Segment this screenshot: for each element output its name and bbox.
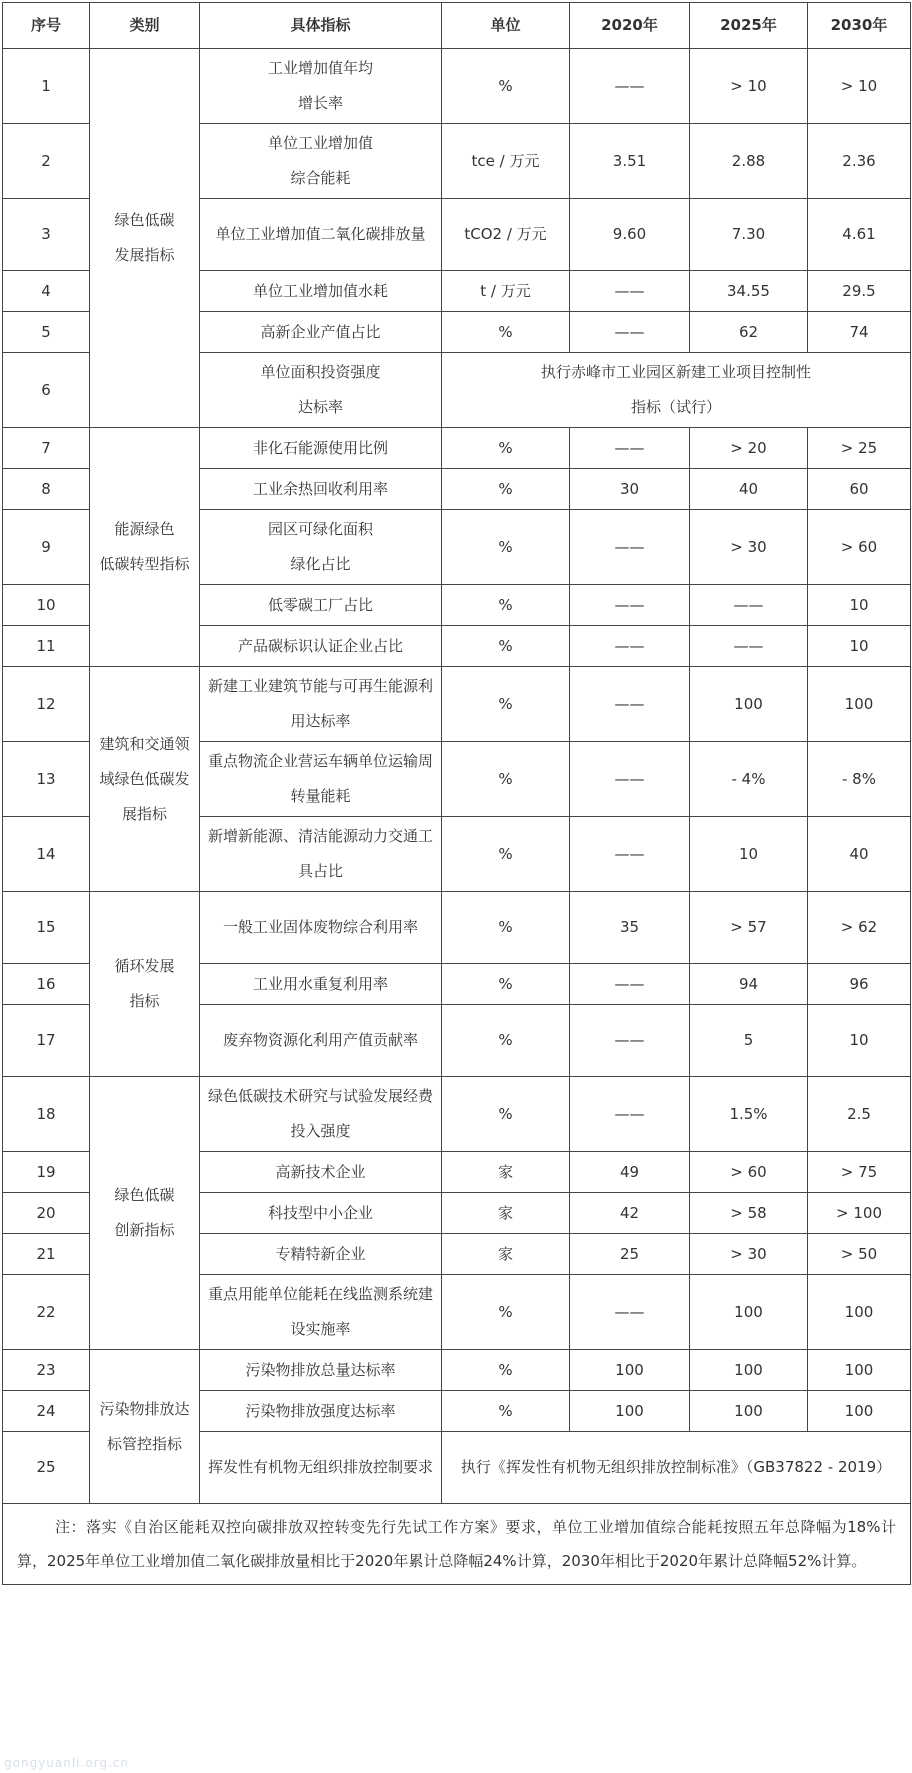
- header-unit: 单位: [442, 3, 570, 49]
- value-2030-cell: > 75: [808, 1152, 911, 1193]
- indicator-cell: 单位工业增加值 综合能耗: [200, 124, 442, 199]
- row-number: 20: [3, 1193, 90, 1234]
- unit-cell: 家: [442, 1152, 570, 1193]
- value-2030-cell: 2.36: [808, 124, 911, 199]
- value-2025-cell: 100: [690, 667, 808, 742]
- value-2020-cell: ——: [570, 667, 690, 742]
- indicator-cell: 园区可绿化面积 绿化占比: [200, 510, 442, 585]
- value-2025-cell: 100: [690, 1350, 808, 1391]
- row-number: 22: [3, 1275, 90, 1350]
- value-2025-cell: - 4%: [690, 742, 808, 817]
- row-number: 16: [3, 964, 90, 1005]
- value-2025-cell: 2.88: [690, 124, 808, 199]
- indicator-cell: 新建工业建筑节能与可再生能源利用达标率: [200, 667, 442, 742]
- indicator-cell: 非化石能源使用比例: [200, 428, 442, 469]
- unit-cell: %: [442, 312, 570, 353]
- unit-cell: %: [442, 1005, 570, 1077]
- value-2030-cell: 74: [808, 312, 911, 353]
- value-2030-cell: > 50: [808, 1234, 911, 1275]
- value-2025-cell: ——: [690, 585, 808, 626]
- indicator-cell: 挥发性有机物无组织排放控制要求: [200, 1432, 442, 1504]
- row-number: 18: [3, 1077, 90, 1152]
- value-2020-cell: ——: [570, 817, 690, 892]
- value-2020-cell: ——: [570, 428, 690, 469]
- value-2030-cell: 10: [808, 626, 911, 667]
- value-2020-cell: ——: [570, 271, 690, 312]
- row-number: 11: [3, 626, 90, 667]
- value-2030-cell: 29.5: [808, 271, 911, 312]
- category-cell: 建筑和交通领域绿色低碳发展指标: [90, 667, 200, 892]
- unit-cell: 家: [442, 1193, 570, 1234]
- category-cell: 绿色低碳 创新指标: [90, 1077, 200, 1350]
- value-2025-cell: > 58: [690, 1193, 808, 1234]
- value-2025-cell: 40: [690, 469, 808, 510]
- value-2020-cell: ——: [570, 510, 690, 585]
- unit-cell: tce / 万元: [442, 124, 570, 199]
- indicator-cell: 高新技术企业: [200, 1152, 442, 1193]
- indicator-cell: 一般工业固体废物综合利用率: [200, 892, 442, 964]
- indicator-cell: 污染物排放强度达标率: [200, 1391, 442, 1432]
- value-2030-cell: 4.61: [808, 199, 911, 271]
- indicator-cell: 产品碳标识认证企业占比: [200, 626, 442, 667]
- unit-cell: %: [442, 469, 570, 510]
- unit-cell: %: [442, 1350, 570, 1391]
- table-row: [3, 892, 911, 964]
- value-2025-cell: 94: [690, 964, 808, 1005]
- value-2030-cell: > 100: [808, 1193, 911, 1234]
- row-number: 8: [3, 469, 90, 510]
- unit-cell: %: [442, 817, 570, 892]
- category-cell: 循环发展 指标: [90, 892, 200, 1077]
- indicator-cell: 工业增加值年均 增长率: [200, 49, 442, 124]
- indicator-cell: 专精特新企业: [200, 1234, 442, 1275]
- row-number: 23: [3, 1350, 90, 1391]
- merged-requirement-cell: 执行《挥发性有机物无组织排放控制标准》（GB37822 - 2019）: [442, 1432, 911, 1504]
- row-number: 12: [3, 667, 90, 742]
- unit-cell: %: [442, 428, 570, 469]
- value-2025-cell: 10: [690, 817, 808, 892]
- unit-cell: %: [442, 1077, 570, 1152]
- value-2030-cell: - 8%: [808, 742, 911, 817]
- indicator-cell: 高新企业产值占比: [200, 312, 442, 353]
- indicator-cell: 重点用能单位能耗在线监测系统建设实施率: [200, 1275, 442, 1350]
- value-2030-cell: > 60: [808, 510, 911, 585]
- value-2025-cell: 100: [690, 1391, 808, 1432]
- indicator-cell: 重点物流企业营运车辆单位运输周转量能耗: [200, 742, 442, 817]
- value-2020-cell: 25: [570, 1234, 690, 1275]
- value-2030-cell: > 62: [808, 892, 911, 964]
- indicator-cell: 新增新能源、清洁能源动力交通工具占比: [200, 817, 442, 892]
- table-row: [3, 49, 911, 124]
- header-no: 序号: [3, 3, 90, 49]
- unit-cell: %: [442, 510, 570, 585]
- row-number: 13: [3, 742, 90, 817]
- value-2020-cell: 9.60: [570, 199, 690, 271]
- value-2020-cell: 30: [570, 469, 690, 510]
- value-2025-cell: 5: [690, 1005, 808, 1077]
- row-number: 5: [3, 312, 90, 353]
- unit-cell: %: [442, 49, 570, 124]
- indicator-cell: 单位工业增加值水耗: [200, 271, 442, 312]
- row-number: 14: [3, 817, 90, 892]
- value-2020-cell: ——: [570, 49, 690, 124]
- merged-requirement-cell: 执行赤峰市工业园区新建工业项目控制性 指标（试行）: [442, 353, 911, 428]
- category-cell: 绿色低碳 发展指标: [90, 49, 200, 428]
- value-2020-cell: ——: [570, 626, 690, 667]
- unit-cell: %: [442, 742, 570, 817]
- indicator-cell: 低零碳工厂占比: [200, 585, 442, 626]
- indicator-table: [2, 2, 911, 1585]
- value-2030-cell: 100: [808, 1275, 911, 1350]
- unit-cell: tCO2 / 万元: [442, 199, 570, 271]
- indicator-cell: 工业用水重复利用率: [200, 964, 442, 1005]
- value-2020-cell: 100: [570, 1350, 690, 1391]
- unit-cell: %: [442, 626, 570, 667]
- unit-cell: %: [442, 892, 570, 964]
- row-number: 15: [3, 892, 90, 964]
- unit-cell: t / 万元: [442, 271, 570, 312]
- value-2020-cell: ——: [570, 585, 690, 626]
- value-2020-cell: ——: [570, 312, 690, 353]
- value-2020-cell: ——: [570, 1275, 690, 1350]
- value-2025-cell: > 30: [690, 510, 808, 585]
- value-2025-cell: ——: [690, 626, 808, 667]
- header-2025: 2025年: [690, 3, 808, 49]
- header-indicator: 具体指标: [200, 3, 442, 49]
- row-number: 19: [3, 1152, 90, 1193]
- indicator-cell: 工业余热回收利用率: [200, 469, 442, 510]
- indicator-cell: 废弃物资源化利用产值贡献率: [200, 1005, 442, 1077]
- value-2025-cell: > 10: [690, 49, 808, 124]
- row-number: 3: [3, 199, 90, 271]
- unit-cell: %: [442, 1391, 570, 1432]
- indicator-cell: 单位工业增加值二氧化碳排放量: [200, 199, 442, 271]
- row-number: 7: [3, 428, 90, 469]
- value-2030-cell: > 25: [808, 428, 911, 469]
- unit-cell: %: [442, 1275, 570, 1350]
- indicator-cell: 科技型中小企业: [200, 1193, 442, 1234]
- table-row: [3, 1350, 911, 1391]
- unit-cell: 家: [442, 1234, 570, 1275]
- category-cell: 能源绿色 低碳转型指标: [90, 428, 200, 667]
- table-note: 注：落实《自治区能耗双控向碳排放双控转变先行先试工作方案》要求，单位工业增加值综合能耗按照五年总降幅为18%计算，2025年单位工业增加值二氧化碳排放量相比于2020年累计总降幅24%计算，2030年相比于2020年累计总降幅52%计算。: [17, 1518, 896, 1570]
- row-number: 4: [3, 271, 90, 312]
- row-number: 9: [3, 510, 90, 585]
- value-2020-cell: ——: [570, 742, 690, 817]
- row-number: 2: [3, 124, 90, 199]
- header-row: [3, 3, 911, 49]
- header-2020: 2020年: [570, 3, 690, 49]
- value-2030-cell: 10: [808, 1005, 911, 1077]
- value-2025-cell: 100: [690, 1275, 808, 1350]
- value-2030-cell: 2.5: [808, 1077, 911, 1152]
- row-number: 17: [3, 1005, 90, 1077]
- value-2020-cell: 42: [570, 1193, 690, 1234]
- value-2030-cell: > 10: [808, 49, 911, 124]
- watermark: gongyuanli.org.cn: [4, 1756, 130, 1770]
- indicator-cell: 污染物排放总量达标率: [200, 1350, 442, 1391]
- value-2030-cell: 100: [808, 667, 911, 742]
- value-2030-cell: 10: [808, 585, 911, 626]
- value-2020-cell: 100: [570, 1391, 690, 1432]
- note-row: [3, 1504, 911, 1585]
- value-2025-cell: 62: [690, 312, 808, 353]
- unit-cell: %: [442, 964, 570, 1005]
- value-2030-cell: 40: [808, 817, 911, 892]
- value-2020-cell: ——: [570, 964, 690, 1005]
- indicator-cell: 绿色低碳技术研究与试验发展经费投入强度: [200, 1077, 442, 1152]
- unit-cell: %: [442, 667, 570, 742]
- unit-cell: %: [442, 585, 570, 626]
- value-2030-cell: 96: [808, 964, 911, 1005]
- header-2030: 2030年: [808, 3, 911, 49]
- value-2025-cell: > 20: [690, 428, 808, 469]
- value-2025-cell: 7.30: [690, 199, 808, 271]
- category-cell: 污染物排放达标管控指标: [90, 1350, 200, 1504]
- table-row: [3, 428, 911, 469]
- value-2020-cell: ——: [570, 1077, 690, 1152]
- value-2025-cell: > 57: [690, 892, 808, 964]
- row-number: 1: [3, 49, 90, 124]
- value-2020-cell: 49: [570, 1152, 690, 1193]
- row-number: 24: [3, 1391, 90, 1432]
- value-2030-cell: 100: [808, 1391, 911, 1432]
- value-2020-cell: 3.51: [570, 124, 690, 199]
- row-number: 25: [3, 1432, 90, 1504]
- value-2020-cell: 35: [570, 892, 690, 964]
- table-row: [3, 667, 911, 742]
- row-number: 6: [3, 353, 90, 428]
- header-category: 类别: [90, 3, 200, 49]
- value-2030-cell: 100: [808, 1350, 911, 1391]
- table-row: [3, 1077, 911, 1152]
- value-2020-cell: ——: [570, 1005, 690, 1077]
- value-2030-cell: 60: [808, 469, 911, 510]
- value-2025-cell: 1.5%: [690, 1077, 808, 1152]
- row-number: 10: [3, 585, 90, 626]
- value-2025-cell: > 30: [690, 1234, 808, 1275]
- indicator-cell: 单位面积投资强度 达标率: [200, 353, 442, 428]
- value-2025-cell: > 60: [690, 1152, 808, 1193]
- value-2025-cell: 34.55: [690, 271, 808, 312]
- row-number: 21: [3, 1234, 90, 1275]
